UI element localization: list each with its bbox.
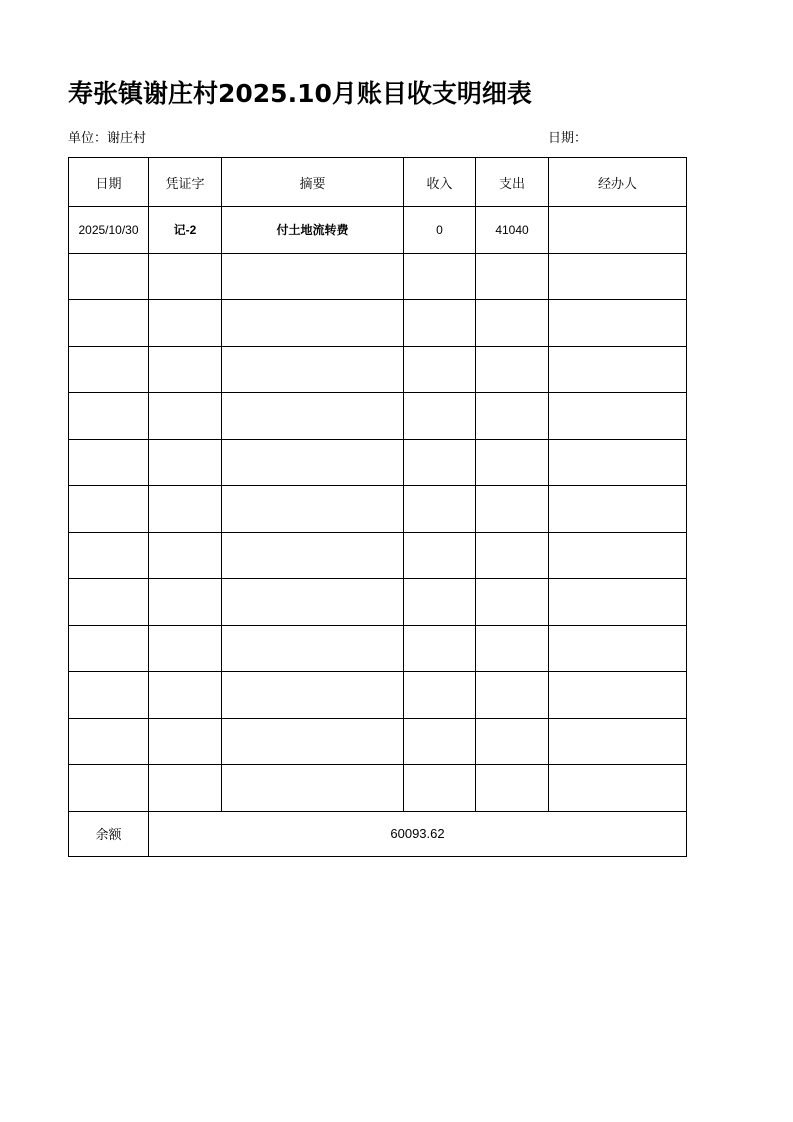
cell-voucher	[149, 672, 222, 719]
cell-expense	[476, 393, 549, 440]
cell-voucher	[149, 765, 222, 812]
date-label: 日期：	[548, 130, 588, 145]
cell-expense	[476, 765, 549, 812]
cell-expense	[476, 532, 549, 579]
cell-income	[404, 393, 476, 440]
header-row	[69, 158, 687, 207]
cell-expense	[476, 439, 549, 486]
cell-abstract	[222, 253, 404, 300]
cell-date	[69, 765, 149, 812]
cell-handler	[549, 672, 687, 719]
cell-date	[69, 253, 149, 300]
table-footer	[69, 811, 687, 856]
table-row	[69, 579, 687, 626]
unit-label: 单位：谢庄村	[68, 130, 147, 145]
cell-handler	[549, 253, 687, 300]
cell-handler	[549, 532, 687, 579]
cell-date	[69, 625, 149, 672]
cell-income	[404, 253, 476, 300]
cell-voucher	[149, 439, 222, 486]
cell-expense	[476, 300, 549, 347]
table-row	[69, 439, 687, 486]
cell-abstract	[222, 346, 404, 393]
cell-income	[404, 300, 476, 347]
column-header-income: 收入	[404, 158, 476, 207]
cell-handler	[549, 486, 687, 533]
cell-abstract	[222, 672, 404, 719]
table-row	[69, 532, 687, 579]
cell-handler	[549, 765, 687, 812]
column-header-abstract: 摘要	[222, 158, 404, 207]
cell-income	[404, 486, 476, 533]
table-header	[69, 158, 687, 207]
cell-expense	[476, 579, 549, 626]
cell-abstract	[222, 486, 404, 533]
cell-abstract	[222, 300, 404, 347]
cell-handler	[549, 207, 687, 254]
cell-abstract: 付土地流转费	[222, 207, 404, 254]
table-row	[69, 718, 687, 765]
table-row	[69, 625, 687, 672]
table-row	[69, 765, 687, 812]
cell-voucher	[149, 486, 222, 533]
cell-date	[69, 486, 149, 533]
cell-expense	[476, 672, 549, 719]
table-row	[69, 207, 687, 254]
cell-income: 0	[404, 207, 476, 254]
cell-date	[69, 393, 149, 440]
cell-income	[404, 625, 476, 672]
cell-handler	[549, 439, 687, 486]
table-row	[69, 346, 687, 393]
cell-abstract	[222, 579, 404, 626]
cell-date	[69, 300, 149, 347]
cell-abstract	[222, 393, 404, 440]
cell-date	[69, 439, 149, 486]
page-title: 寿张镇谢庄村2025.10月账目收支明细表	[68, 79, 532, 108]
cell-voucher	[149, 346, 222, 393]
balance-value: 60093.62	[149, 811, 687, 856]
cell-handler	[549, 393, 687, 440]
cell-handler	[549, 300, 687, 347]
cell-abstract	[222, 625, 404, 672]
cell-voucher: 记-2	[149, 207, 222, 254]
cell-income	[404, 718, 476, 765]
ledger-table	[68, 157, 687, 857]
cell-income	[404, 765, 476, 812]
cell-date: 2025/10/30	[69, 207, 149, 254]
cell-date	[69, 579, 149, 626]
cell-voucher	[149, 253, 222, 300]
column-header-expense: 支出	[476, 158, 549, 207]
balance-row	[69, 811, 687, 856]
table-row	[69, 253, 687, 300]
cell-date	[69, 346, 149, 393]
cell-handler	[549, 718, 687, 765]
cell-abstract	[222, 765, 404, 812]
cell-handler	[549, 625, 687, 672]
cell-expense	[476, 718, 549, 765]
column-header-voucher: 凭证字	[149, 158, 222, 207]
cell-voucher	[149, 579, 222, 626]
cell-expense: 41040	[476, 207, 549, 254]
cell-expense	[476, 346, 549, 393]
cell-income	[404, 439, 476, 486]
cell-date	[69, 532, 149, 579]
meta-row	[68, 127, 686, 145]
cell-income	[404, 532, 476, 579]
table-body	[69, 207, 687, 812]
cell-expense	[476, 486, 549, 533]
table-row	[69, 300, 687, 347]
cell-income	[404, 579, 476, 626]
column-header-handler: 经办人	[549, 158, 687, 207]
cell-abstract	[222, 439, 404, 486]
cell-voucher	[149, 625, 222, 672]
cell-abstract	[222, 532, 404, 579]
cell-abstract	[222, 718, 404, 765]
table-row	[69, 393, 687, 440]
cell-voucher	[149, 393, 222, 440]
cell-expense	[476, 625, 549, 672]
balance-label: 余额	[69, 811, 149, 856]
cell-expense	[476, 253, 549, 300]
cell-income	[404, 672, 476, 719]
table-row	[69, 672, 687, 719]
cell-voucher	[149, 532, 222, 579]
cell-date	[69, 672, 149, 719]
table-row	[69, 486, 687, 533]
cell-handler	[549, 346, 687, 393]
cell-handler	[549, 579, 687, 626]
cell-voucher	[149, 718, 222, 765]
cell-voucher	[149, 300, 222, 347]
cell-date	[69, 718, 149, 765]
cell-income	[404, 346, 476, 393]
column-header-date: 日期	[69, 158, 149, 207]
